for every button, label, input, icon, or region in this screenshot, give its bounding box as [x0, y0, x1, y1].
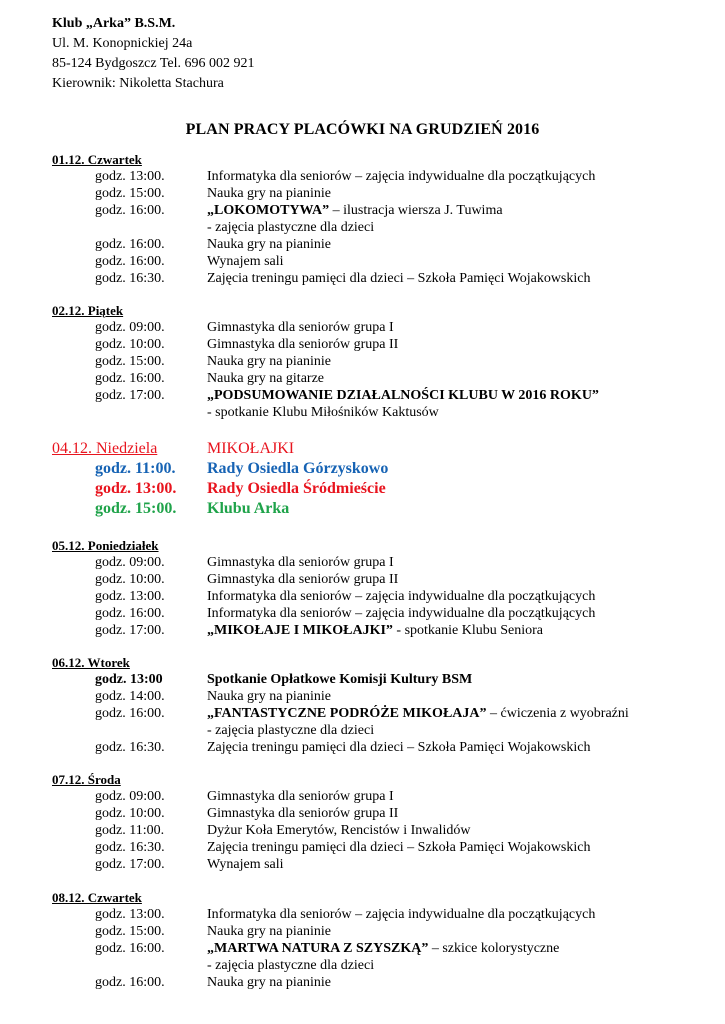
description: Rady Osiedla Górzyskowo — [207, 460, 389, 477]
event-note: - spotkanie Klubu Seniora — [392, 623, 543, 638]
schedule-row — [0, 671, 725, 688]
description — [207, 705, 629, 722]
time: godz. 09:00. — [95, 789, 165, 804]
schedule-row — [0, 822, 725, 839]
time: godz. 11:00. — [95, 460, 176, 477]
time: godz. 13:00. — [95, 169, 165, 184]
time: godz. 09:00. — [95, 320, 165, 335]
time: godz. 16:00. — [95, 941, 165, 956]
schedule-row — [0, 940, 725, 957]
description: Zajęcia treningu pamięci dla dzieci – Szkoła Pamięci Wojakowskich — [207, 271, 591, 286]
time: godz. 17:00. — [95, 388, 165, 403]
club-street: Ul. M. Konopnickiej 24a — [52, 36, 193, 51]
schedule-row — [0, 554, 725, 571]
schedule-row — [0, 688, 725, 705]
event-note: – ćwiczenia z wyobraźni — [486, 706, 629, 721]
schedule-row — [0, 336, 725, 353]
description: Wynajem sali — [207, 857, 284, 872]
description: Zajęcia treningu pamięci dla dzieci – Szkoła Pamięci Wojakowskich — [207, 740, 591, 755]
schedule-row — [0, 499, 725, 519]
time: godz. 11:00. — [95, 823, 165, 838]
description: - spotkanie Klubu Miłośników Kaktusów — [207, 405, 439, 420]
schedule-row — [0, 404, 725, 421]
time: godz. 15:00. — [95, 354, 165, 369]
schedule-row — [0, 856, 725, 873]
schedule-row — [0, 923, 725, 940]
time: godz. 13:00. — [95, 480, 177, 497]
event-title: „PODSUMOWANIE DZIAŁALNOŚCI KLUBU W 2016 ROKU” — [207, 388, 599, 403]
schedule-row — [0, 370, 725, 387]
schedule-row — [0, 788, 725, 805]
description: - zajęcia plastyczne dla dzieci — [207, 723, 375, 738]
description: Nauka gry na pianinie — [207, 237, 332, 252]
schedule-row — [0, 571, 725, 588]
time: godz. 16:00. — [95, 237, 165, 252]
time: godz. 10:00. — [95, 337, 165, 352]
description: Gimnastyka dla seniorów grupa II — [207, 806, 399, 821]
time: godz. 16:30. — [95, 740, 165, 755]
event-title: „LOKOMOTYWA” — [207, 203, 330, 218]
schedule-row — [0, 974, 725, 991]
event-note: – ilustracja wiersza J. Tuwima — [329, 203, 503, 218]
schedule-row — [0, 722, 725, 739]
description: Rady Osiedla Śródmieście — [207, 480, 386, 497]
description: Nauka gry na pianinie — [207, 186, 332, 201]
schedule-row — [0, 168, 725, 185]
time: godz. 10:00. — [95, 572, 165, 587]
day-heading: 01.12. Czwartek — [52, 152, 142, 167]
schedule-row — [0, 479, 725, 499]
day-heading: 02.12. Piątek — [52, 303, 124, 318]
day-heading: 08.12. Czwartek — [52, 890, 142, 905]
description: Nauka gry na gitarze — [207, 371, 324, 386]
day-heading: 04.12. Niedziela — [52, 440, 158, 457]
description: Nauka gry na pianinie — [207, 689, 332, 704]
time: godz. 17:00. — [95, 857, 165, 872]
page-title: PLAN PRACY PLACÓWKI NA GRUDZIEŃ 2016 — [185, 121, 540, 138]
description: Zajęcia treningu pamięci dla dzieci – Szkoła Pamięci Wojakowskich — [207, 840, 591, 855]
event-title: Spotkanie Opłatkowe Komisji Kultury BSM — [207, 672, 473, 687]
schedule-row — [0, 185, 725, 202]
description: Informatyka dla seniorów – zajęcia indywidualne dla początkujących — [207, 589, 596, 604]
schedule-row — [0, 353, 725, 370]
time: godz. 15:00. — [95, 186, 165, 201]
description: Nauka gry na pianinie — [207, 354, 332, 369]
time: godz. 13:00. — [95, 589, 165, 604]
club-manager: Kierownik: Nikoletta Stachura — [52, 76, 224, 91]
schedule-row — [0, 270, 725, 287]
day-heading: 07.12. Środa — [52, 772, 121, 787]
description: Gimnastyka dla seniorów grupa I — [207, 789, 394, 804]
description: Informatyka dla seniorów – zajęcia indywidualne dla początkujących — [207, 169, 596, 184]
event-title: „FANTASTYCZNE PODRÓŻE MIKOŁAJA” — [207, 706, 487, 721]
description: Gimnastyka dla seniorów grupa I — [207, 555, 394, 570]
schedule-row — [0, 202, 725, 219]
description: Nauka gry na pianinie — [207, 975, 332, 990]
schedule-row — [0, 253, 725, 270]
description: Gimnastyka dla seniorów grupa II — [207, 337, 399, 352]
time: godz. 16:00. — [95, 203, 165, 218]
schedule-row — [0, 588, 725, 605]
time: godz. 13:00 — [95, 672, 163, 687]
time: godz. 17:00. — [95, 623, 165, 638]
description: - zajęcia plastyczne dla dzieci — [207, 958, 375, 973]
time: godz. 16:00. — [95, 975, 165, 990]
club-name: Klub „Arka” B.S.M. — [52, 16, 176, 31]
schedule-row — [0, 957, 725, 974]
time: godz. 09:00. — [95, 555, 165, 570]
description — [207, 622, 543, 639]
schedule-row — [0, 459, 725, 479]
event-note: – szkice kolorystyczne — [428, 941, 560, 956]
schedule-row — [0, 739, 725, 756]
time: godz. 16:30. — [95, 271, 165, 286]
description: Gimnastyka dla seniorów grupa I — [207, 320, 394, 335]
event-heading: MIKOŁAJKI — [207, 440, 295, 457]
description — [207, 940, 559, 957]
day-heading: 05.12. Poniedziałek — [52, 538, 159, 553]
schedule-row — [0, 387, 725, 404]
time: godz. 14:00. — [95, 689, 165, 704]
schedule-row — [0, 319, 725, 336]
time: godz. 16:00. — [95, 706, 165, 721]
schedule-row — [0, 219, 725, 236]
time: godz. 16:00. — [95, 606, 165, 621]
description: Gimnastyka dla seniorów grupa II — [207, 572, 399, 587]
schedule-row — [0, 705, 725, 722]
event-title: „MIKOŁAJE I MIKOŁAJKI” — [207, 623, 393, 638]
event-heading-row — [0, 439, 725, 459]
time: godz. 10:00. — [95, 806, 165, 821]
event-title: „MARTWA NATURA Z SZYSZKĄ” — [207, 941, 429, 956]
time: godz. 16:00. — [95, 254, 165, 269]
description: Dyżur Koła Emerytów, Rencistów i Inwalidów — [207, 823, 471, 838]
schedule-row — [0, 805, 725, 822]
schedule-row — [0, 236, 725, 253]
schedule-row — [0, 605, 725, 622]
description: - zajęcia plastyczne dla dzieci — [207, 220, 375, 235]
time: godz. 16:30. — [95, 840, 165, 855]
time: godz. 16:00. — [95, 371, 165, 386]
club-city-phone: 85-124 Bydgoszcz Tel. 696 002 921 — [52, 56, 255, 71]
schedule-row — [0, 622, 725, 639]
schedule-row — [0, 906, 725, 923]
schedule-row — [0, 839, 725, 856]
description: Wynajem sali — [207, 254, 284, 269]
time: godz. 15:00. — [95, 924, 165, 939]
description: Nauka gry na pianinie — [207, 924, 332, 939]
club-header — [52, 14, 255, 94]
description: Klubu Arka — [207, 500, 290, 517]
time: godz. 15:00. — [95, 500, 177, 517]
description — [207, 202, 503, 219]
description: Informatyka dla seniorów – zajęcia indywidualne dla początkujących — [207, 606, 596, 621]
day-heading: 06.12. Wtorek — [52, 655, 130, 670]
time: godz. 13:00. — [95, 907, 165, 922]
description: Informatyka dla seniorów – zajęcia indywidualne dla początkujących — [207, 907, 596, 922]
